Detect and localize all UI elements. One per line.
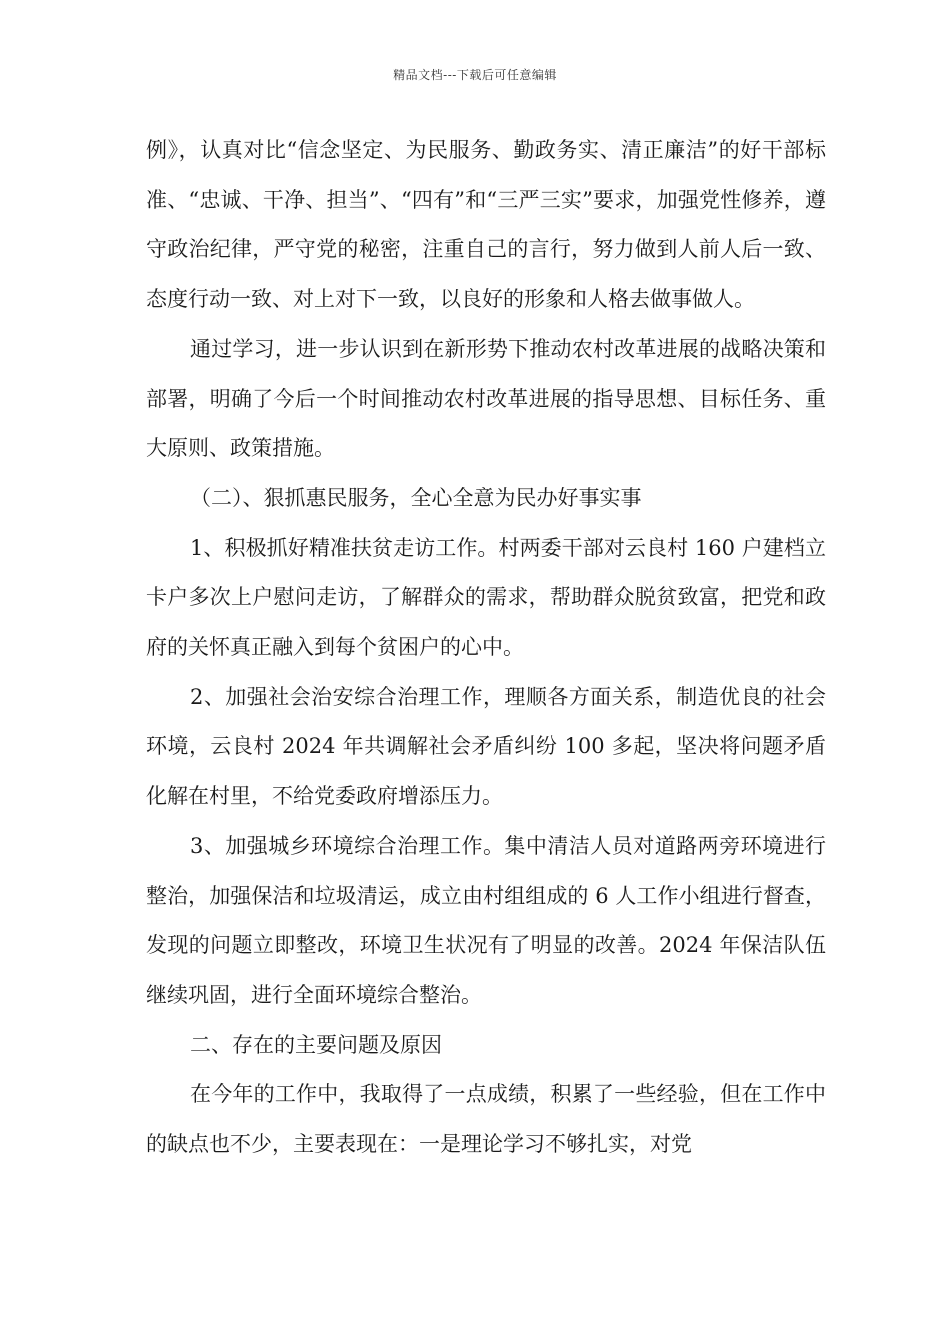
paragraph-environment: 3、加强城乡环境综合治理工作。集中清洁人员对道路两旁环境进行整治，加强保洁和垃圾清运，成立由村组组成的 6 人工作小组进行督查，发现的问题立即整改，环境卫生状况有了明显的改善。2024 年保洁队伍继续巩固，进行全面环境综合整治。 — [146, 833, 826, 1007]
paragraph-shortcomings: 在今年的工作中，我取得了一点成绩，积累了一些经验，但在工作中的缺点也不少，主要表现在：一是理论学习不够扎实，对党 — [146, 1082, 826, 1157]
paragraph-poverty-visits: 1、积极抓好精准扶贫走访工作。村两委干部对云良村 160 户建档立卡户多次上户慰问走访，了解群众的需求，帮助群众脱贫致富，把党和政府的关怀真正融入到每个贫困户的心中。 — [146, 535, 826, 660]
paragraph-study-outcome: 通过学习，进一步认识到在新形势下推动农村改革进展的战略决策和部署，明确了今后一个时间推动农村改革进展的指导思想、目标任务、重大原则、政策措施。 — [146, 336, 826, 461]
section-heading-public-service: （二）、狠抓惠民服务，全心全意为民办好事实事 — [190, 485, 642, 510]
paragraph-party-discipline: 例》，认真对比“信念坚定、为民服务、勤政务实、清正廉洁”的好干部标准、“忠诚、干净、担当”、“四有”和“三严三实”要求，加强党性修养，遵守政治纪律，严守党的秘密，注重自己的言行，努力做到人前人后一致、态度行动一致、对上对下一致，以良好的形象和人格去做事做人。 — [146, 138, 826, 312]
section-heading-problems: 二、存在的主要问题及原因 — [190, 1032, 442, 1057]
paragraph-public-security: 2、加强社会治安综合治理工作，理顺各方面关系，制造优良的社会环境，云良村 2024 年共调解社会矛盾纠纷 100 多起，坚决将问题矛盾化解在村里，不给党委政府增添压力。 — [146, 684, 826, 809]
page-header: 精品文档---下载后可任意编辑 — [393, 68, 557, 82]
document-body — [146, 126, 826, 1170]
